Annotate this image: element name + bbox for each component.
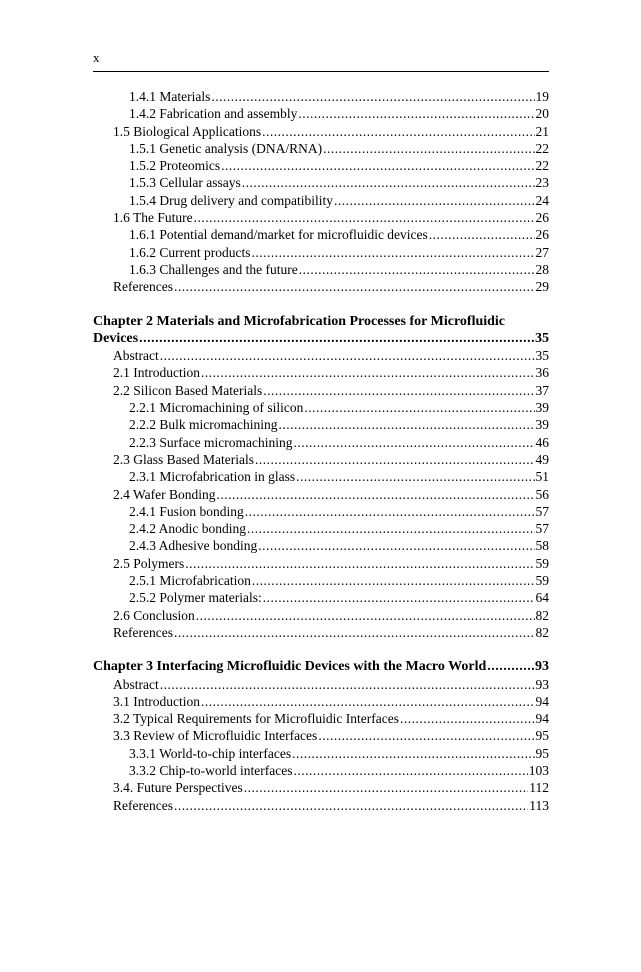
dot-leader xyxy=(298,105,534,122)
toc-entry-title: 2.2.3 Surface micromachining xyxy=(129,434,293,450)
toc-entry-title: 2.4 Wafer Bonding xyxy=(113,486,216,502)
toc-entry-title: 2.2.2 Bulk micromachining xyxy=(129,417,278,433)
page-number: x xyxy=(93,50,100,65)
toc-entry xyxy=(93,607,549,624)
toc-entry-title: 3.2 Typical Requirements for Microfluidic Interfaces xyxy=(113,711,399,727)
toc-entry xyxy=(93,209,549,226)
toc-entry-title: 1.4.2 Fabrication and assembly xyxy=(129,106,298,122)
toc-entry-page: 82 xyxy=(535,624,549,640)
toc-entry xyxy=(93,486,549,503)
toc-entry-title: 1.6.2 Current products xyxy=(129,244,251,260)
toc-entry-title: 3.1 Introduction xyxy=(113,693,200,709)
chapter-3-title: Chapter 3 Interfacing Microfluidic Devices with the Macro World xyxy=(93,659,487,675)
dot-leader xyxy=(429,226,535,243)
dot-leader xyxy=(160,347,535,364)
toc-entry xyxy=(93,226,549,243)
section-gap xyxy=(93,641,549,658)
toc-entry-title: 1.4.1 Materials xyxy=(129,89,211,104)
toc-entry xyxy=(93,779,549,796)
dot-leader xyxy=(160,676,535,693)
dot-leader xyxy=(255,451,535,468)
toc-entry-page: 57 xyxy=(535,521,549,537)
toc-entry-page: 103 xyxy=(528,762,549,778)
chapter-2-entries xyxy=(93,347,549,641)
toc-entry xyxy=(93,157,549,174)
dot-leader xyxy=(201,364,535,381)
chapter-2-heading xyxy=(93,313,549,348)
toc-entry-title: 2.5 Polymers xyxy=(113,555,185,571)
toc-entry-page: 82 xyxy=(535,607,549,623)
toc-entry xyxy=(93,364,549,381)
dot-leader xyxy=(139,330,534,347)
toc-entry-page: 37 xyxy=(535,382,549,398)
toc-entry-title: 2.2.1 Micromachining of silicon xyxy=(129,400,304,416)
toc-entry xyxy=(93,624,549,641)
toc-entry-title: References xyxy=(113,279,173,295)
dot-leader xyxy=(174,278,535,295)
toc-entry-page: 35 xyxy=(535,348,549,364)
dot-leader xyxy=(323,140,534,157)
toc-entry-page: 23 xyxy=(535,175,549,191)
toc-entry xyxy=(93,261,549,278)
dot-leader xyxy=(194,209,535,226)
dot-leader xyxy=(247,520,535,537)
toc-entry-page: 93 xyxy=(535,676,549,692)
toc-entry xyxy=(93,382,549,399)
toc-entry-title: Abstract xyxy=(113,348,159,364)
toc-entry-title: 2.4.1 Fusion bonding xyxy=(129,503,244,519)
section-gap xyxy=(93,296,549,313)
chapter-2-title-line-2 xyxy=(93,330,549,347)
toc-entry-title: 1.5 Biological Applications xyxy=(113,123,262,139)
toc-entry-page: 26 xyxy=(535,227,549,243)
toc-entry-page: 24 xyxy=(535,192,549,208)
toc-entry xyxy=(93,88,549,105)
toc-entry-title: 3.3 Review of Microfluidic Interfaces xyxy=(113,728,318,744)
dot-leader xyxy=(296,468,534,485)
toc-entry xyxy=(93,123,549,140)
toc-entry-page: 39 xyxy=(535,400,549,416)
toc-entry xyxy=(93,676,549,693)
dot-leader xyxy=(217,486,535,503)
toc-entry-page: 26 xyxy=(535,210,549,226)
dot-leader xyxy=(174,797,528,814)
dot-leader xyxy=(242,174,535,191)
dot-leader xyxy=(318,727,534,744)
chapter-3-entries xyxy=(93,676,549,814)
toc-entry-page: 22 xyxy=(535,158,549,174)
toc-entry xyxy=(93,244,549,261)
dot-leader xyxy=(293,434,534,451)
toc-entry xyxy=(93,278,549,295)
dot-leader xyxy=(400,710,535,727)
dot-leader xyxy=(299,261,535,278)
toc-entry-title: 2.2 Silicon Based Materials xyxy=(113,382,263,398)
toc-entry xyxy=(93,797,549,814)
chapter-2-title-continuation: Devices xyxy=(93,330,139,346)
toc-entry-page: 58 xyxy=(535,538,549,554)
toc-entry-page: 29 xyxy=(535,279,549,295)
toc-entry-title: 1.5.3 Cellular assays xyxy=(129,175,241,191)
toc-entry xyxy=(93,105,549,122)
dot-leader xyxy=(487,658,534,675)
toc-entry xyxy=(93,589,549,606)
toc-entry-title: 1.5.1 Genetic analysis (DNA/RNA) xyxy=(129,140,323,156)
dot-leader xyxy=(263,589,535,606)
toc-entry xyxy=(93,572,549,589)
toc-entry xyxy=(93,416,549,433)
dot-leader xyxy=(304,399,534,416)
toc-entry xyxy=(93,434,549,451)
chapter-3-heading xyxy=(93,658,549,675)
toc-entry-title: References xyxy=(113,797,173,813)
toc-entry-page: 59 xyxy=(535,573,549,589)
dot-leader xyxy=(252,572,535,589)
toc-entry-page: 94 xyxy=(535,711,549,727)
toc-entry-title: 2.4.2 Anodic bonding xyxy=(129,521,246,537)
toc-entry-title: 3.3.2 Chip-to-world interfaces xyxy=(129,762,293,778)
toc-entry-page: 39 xyxy=(535,417,549,433)
toc-entry xyxy=(93,399,549,416)
toc-entry-title: 2.3 Glass Based Materials xyxy=(113,451,254,467)
dot-leader xyxy=(263,382,534,399)
header-rule xyxy=(93,71,549,72)
dot-leader xyxy=(251,244,534,261)
chapter-3-title-line xyxy=(93,658,549,675)
toc-entry-title: 1.6.3 Challenges and the future xyxy=(129,261,298,277)
toc-entry xyxy=(93,503,549,520)
toc-entry-page: 36 xyxy=(535,365,549,381)
toc-entry-page: 28 xyxy=(535,261,549,277)
toc-entry-title: 1.5.2 Proteomics xyxy=(129,158,221,174)
toc-entry-title: 2.5.2 Polymer materials: xyxy=(129,590,262,606)
chapter-2-title-line-1: Chapter 2 Materials and Microfabrication Processes for Microfluidic xyxy=(93,313,506,329)
toc-entry-title: 2.1 Introduction xyxy=(113,365,200,381)
toc-entry xyxy=(93,520,549,537)
dot-leader xyxy=(174,624,535,641)
toc-entry-title: Abstract xyxy=(113,676,159,692)
dot-leader xyxy=(293,762,527,779)
toc-entry xyxy=(93,762,549,779)
toc-entry-page: 27 xyxy=(535,244,549,260)
toc-entry xyxy=(93,140,549,157)
chapter-1-entries xyxy=(93,88,549,296)
toc-entry xyxy=(93,451,549,468)
toc-entry-title: 1.6 The Future xyxy=(113,210,193,226)
toc-entry-title: References xyxy=(113,624,173,640)
toc-entry-title: 3.4. Future Perspectives xyxy=(113,780,243,796)
toc-entry xyxy=(93,537,549,554)
dot-leader xyxy=(258,537,534,554)
toc-entry xyxy=(93,555,549,572)
dot-leader xyxy=(244,779,529,796)
dot-leader xyxy=(221,157,534,174)
toc-entry-page: 56 xyxy=(535,486,549,502)
dot-leader xyxy=(196,607,535,624)
dot-leader xyxy=(211,88,534,105)
toc-entry-title: 1.6.1 Potential demand/market for microfluidic devices xyxy=(129,227,428,243)
dot-leader xyxy=(278,416,534,433)
toc-entry xyxy=(93,192,549,209)
chapter-3-page: 93 xyxy=(535,659,549,675)
toc-entry-page: 59 xyxy=(535,555,549,571)
toc-entry-page: 95 xyxy=(535,745,549,761)
toc-entry-page: 21 xyxy=(535,123,549,139)
toc-entry-page: 22 xyxy=(535,140,549,156)
toc-entry-page: 46 xyxy=(535,434,549,450)
toc-entry-title: 2.4.3 Adhesive bonding xyxy=(129,538,258,554)
dot-leader xyxy=(245,503,535,520)
toc-entry-page: 20 xyxy=(535,106,549,122)
toc-entry xyxy=(93,174,549,191)
dot-leader xyxy=(185,555,534,572)
toc-entry-page: 19 xyxy=(535,89,549,104)
toc-entry xyxy=(93,468,549,485)
toc-entry-title: 3.3.1 World-to-chip interfaces xyxy=(129,745,292,761)
toc-entry xyxy=(93,347,549,364)
toc-entry-title: 2.5.1 Microfabrication xyxy=(129,573,251,589)
toc-entry-page: 49 xyxy=(535,451,549,467)
toc-entry xyxy=(93,710,549,727)
toc-entry-page: 112 xyxy=(529,780,549,796)
dot-leader xyxy=(334,192,535,209)
toc-entry-page: 57 xyxy=(535,503,549,519)
toc-entry xyxy=(93,727,549,744)
dot-leader xyxy=(262,123,534,140)
toc-entry-page: 94 xyxy=(535,693,549,709)
toc-entry-title: 2.3.1 Microfabrication in glass xyxy=(129,469,296,485)
chapter-2-page: 35 xyxy=(535,330,549,346)
dot-leader xyxy=(201,693,535,710)
toc-entry-title: 1.5.4 Drug delivery and compatibility xyxy=(129,192,333,208)
toc-entry xyxy=(93,745,549,762)
toc-entry-page: 51 xyxy=(535,469,549,485)
toc-entry-page: 113 xyxy=(529,797,549,813)
dot-leader xyxy=(292,745,534,762)
toc-entry-page: 64 xyxy=(535,590,549,606)
toc-entry-page: 95 xyxy=(535,728,549,744)
table-of-contents xyxy=(93,88,549,814)
toc-entry-title: 2.6 Conclusion xyxy=(113,607,195,623)
toc-entry xyxy=(93,693,549,710)
